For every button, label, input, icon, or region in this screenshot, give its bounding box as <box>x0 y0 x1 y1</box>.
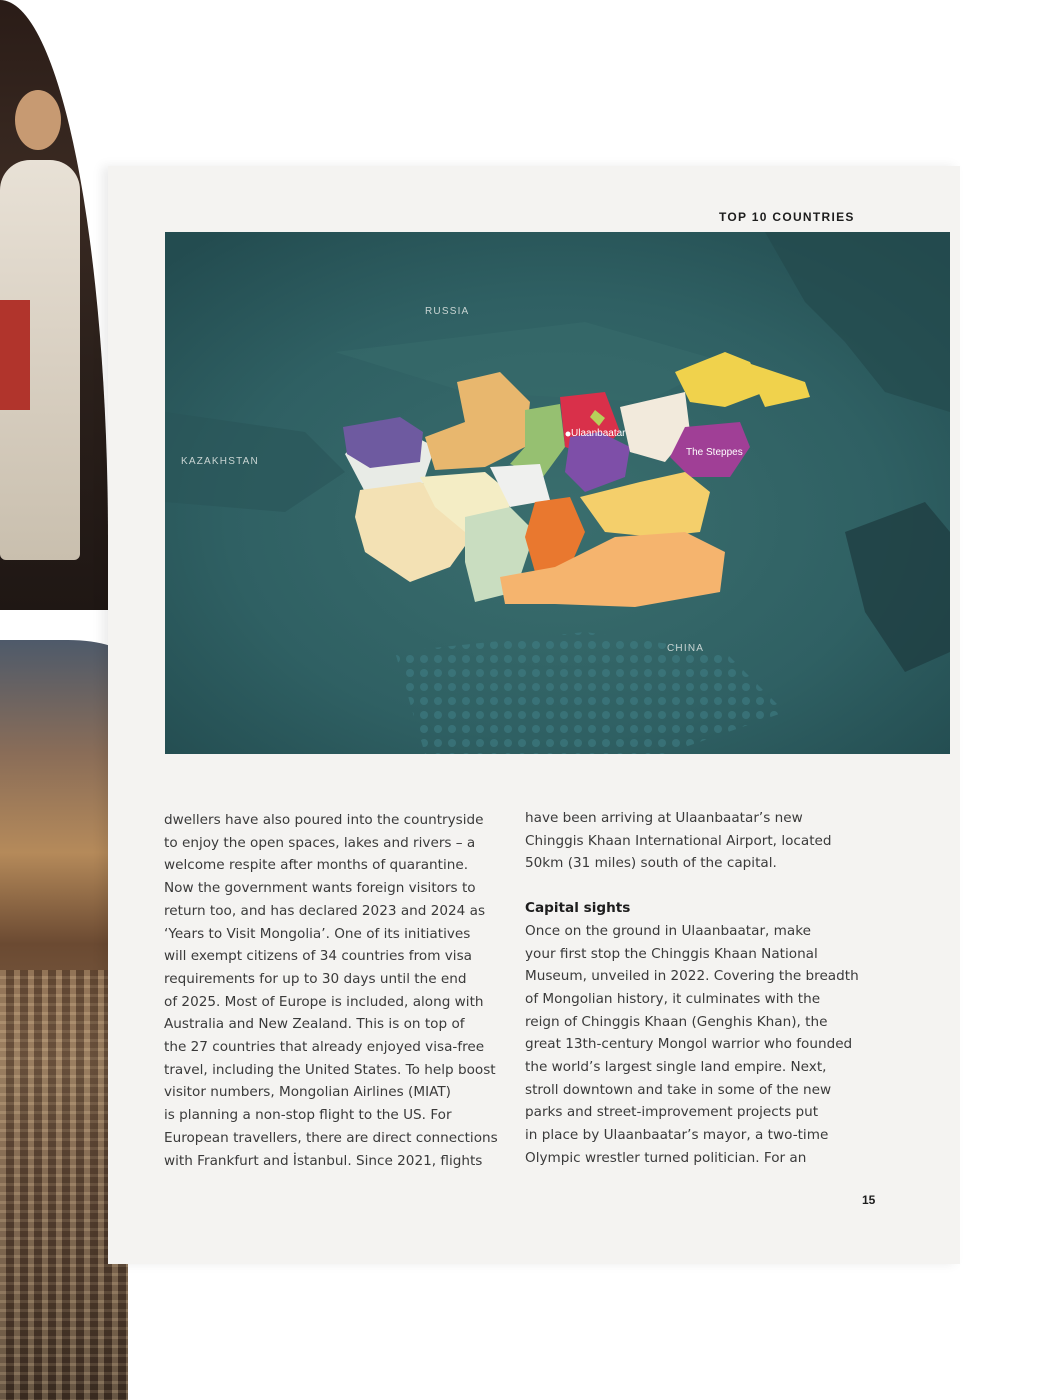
body-line: is planning a non-stop flight to the US. For <box>164 1107 452 1124</box>
map-label-the-steppes: The Steppes <box>686 447 743 458</box>
body-line: have been arriving at Ulaanbaatar’s new <box>525 810 803 826</box>
map-label-china: CHINA <box>667 643 705 654</box>
body-line: European travellers, there are direct connections <box>164 1129 498 1146</box>
section-subhead: Capital sights <box>525 900 631 917</box>
body-line: Chinggis Khaan International Airport, located <box>525 832 832 849</box>
body-line: great 13th-century Mongol warrior who founded <box>525 1036 853 1053</box>
body-line: Now the government wants foreign visitors to <box>164 880 476 897</box>
body-line: travel, including the United States. To help boost <box>164 1061 496 1078</box>
body-line: parks and street-improvement projects put <box>525 1104 819 1121</box>
body-line: reign of Chinggis Khaan (Genghis Khan), the <box>525 1013 828 1030</box>
body-line: return too, and has declared 2023 and 2024 as <box>164 902 486 919</box>
body-line: welcome respite after months of quarantine. <box>164 857 469 874</box>
body-line: ‘Years to Visit Mongolia’. One of its initiatives <box>164 925 471 942</box>
running-head: TOP 10 COUNTRIES <box>719 210 855 224</box>
portrait-red-bag <box>0 300 30 410</box>
body-line: visitor numbers, Mongolian Airlines (MIAT) <box>164 1084 451 1101</box>
body-line: Once on the ground in Ulaanbaatar, make <box>525 922 811 939</box>
map-label-russia: RUSSIA <box>425 306 470 317</box>
body-line: of 2025. Most of Europe is included, along with <box>164 993 484 1010</box>
mongolia-map <box>165 232 950 754</box>
body-column-right <box>525 807 885 1170</box>
body-line: in place by Ulaanbaatar’s mayor, a two-time <box>525 1127 829 1144</box>
map-graphic <box>165 232 950 754</box>
body-line: to enjoy the open spaces, lakes and rivers – a <box>164 834 476 851</box>
body-column-left <box>164 809 514 1172</box>
body-line: with Frankfurt and İstanbul. Since 2021, flights <box>164 1152 483 1169</box>
body-line: Australia and New Zealand. This is on top of <box>164 1016 465 1033</box>
body-line: your first stop the Chinggis Khaan National <box>525 945 818 962</box>
body-line: the world’s largest single land empire. Next, <box>525 1059 827 1076</box>
map-label-kazakhstan: KAZAKHSTAN <box>181 456 259 467</box>
page <box>108 166 960 1264</box>
body-line: Museum, unveiled in 2022. Covering the breadth <box>525 968 859 985</box>
body-line: stroll downtown and take in some of the new <box>525 1081 832 1098</box>
capital-dot <box>566 432 571 437</box>
map-label-ulaanbaatar: Ulaanbaatar <box>571 428 626 439</box>
body-line: of Mongolian history, it culminates with the <box>525 990 821 1007</box>
body-line: Olympic wrestler turned politician. For an <box>525 1149 807 1166</box>
body-line: requirements for up to 30 days until the end <box>164 970 467 987</box>
left-page-portrait-photo <box>0 0 108 610</box>
body-line: dwellers have also poured into the countryside <box>164 812 484 828</box>
body-line: 50km (31 miles) south of the capital. <box>525 855 777 872</box>
body-line: the 27 countries that already enjoyed visa-free <box>164 1039 485 1056</box>
body-line: will exempt citizens of 34 countries from visa <box>164 948 472 965</box>
page-number: 15 <box>862 1193 876 1207</box>
portrait-head <box>15 90 61 150</box>
